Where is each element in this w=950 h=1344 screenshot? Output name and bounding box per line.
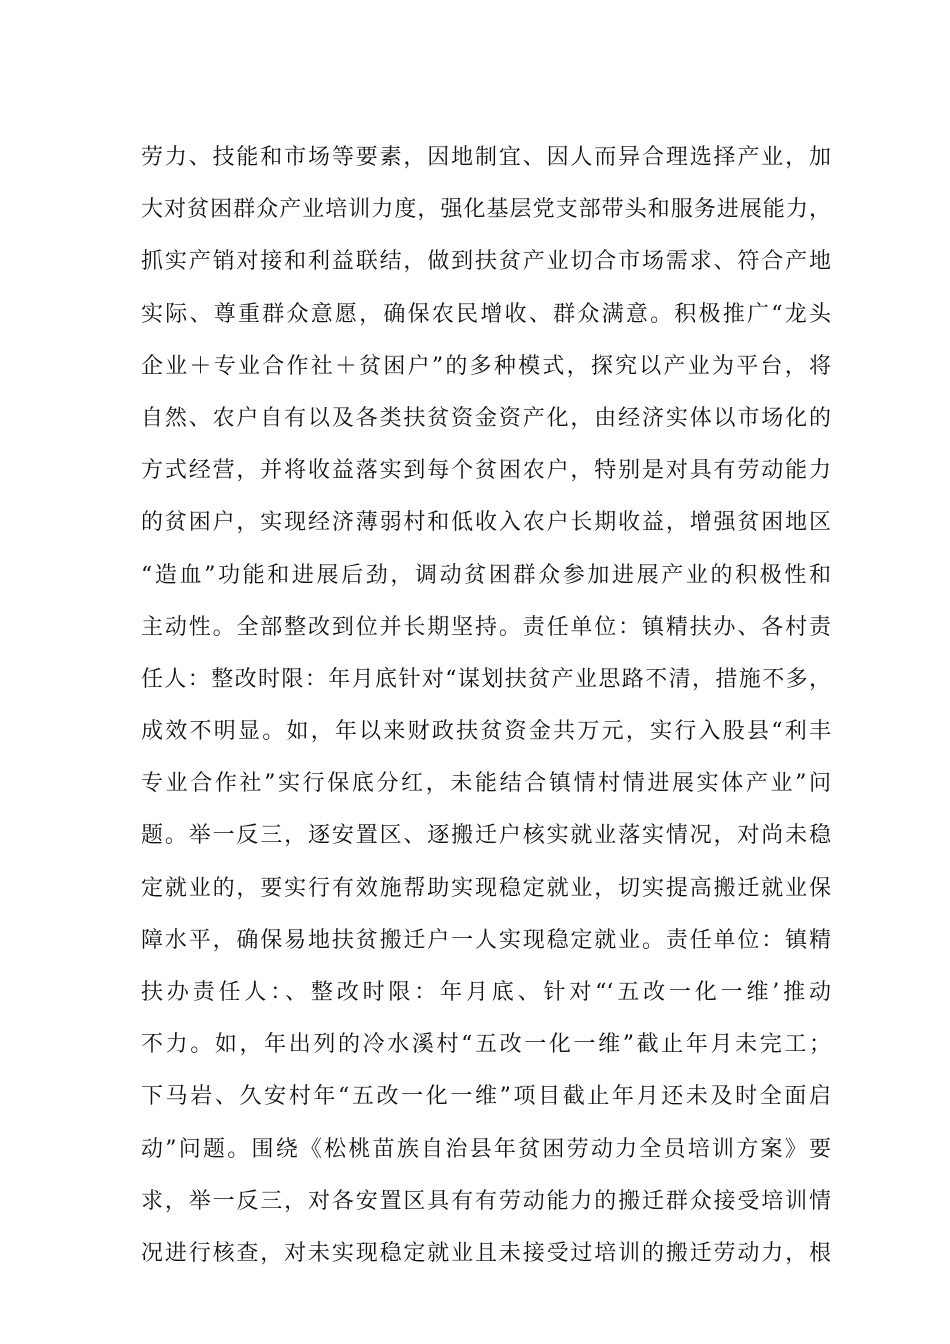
text-line: 的贫困户，实现经济薄弱村和低收入农户长期收益，增强贫困地区	[141, 510, 831, 536]
text-line: 扶办责任人：、整改时限：年月底、针对“‘五改一化一维’推动	[141, 980, 831, 1005]
text-line: 抓实产销对接和利益联结，做到扶贫产业切合市场需求、符合产地	[141, 249, 831, 275]
text-line: 方式经营，并将收益落实到每个贫困农户，特别是对具有劳动能力	[141, 458, 831, 484]
text-line: 实际、尊重群众意愿，确保农民增收、群众满意。积极推广“龙头	[141, 301, 831, 327]
text-line: 下马岩、久安村年“五改一化一维”项目截止年月还未及时全面启	[141, 1084, 831, 1110]
text-line: 题。举一反三，逐安置区、逐搬迁户核实就业落实情况，对尚未稳	[141, 823, 831, 849]
text-line: 主动性。全部整改到位并长期坚持。责任单位：镇精扶办、各村责	[141, 614, 831, 640]
text-line: 任人：整改时限：年月底针对“谋划扶贫产业思路不清，措施不多，	[141, 666, 831, 692]
text-line: 专业合作社”实行保底分红，未能结合镇情村情进展实体产业”问	[141, 771, 831, 797]
text-line: 求，举一反三，对各安置区具有有劳动能力的搬迁群众接受培训情	[141, 1188, 831, 1214]
text-line: 企业＋专业合作社＋贫困户”的多种模式，探究以产业为平台，将	[141, 353, 831, 379]
text-line: 成效不明显。如，年以来财政扶贫资金共万元，实行入股县“利丰	[141, 719, 831, 745]
text-line: 自然、农户自有以及各类扶贫资金资产化，由经济实体以市场化的	[141, 405, 831, 431]
text-line: 动”问题。围绕《松桃苗族自治县年贫困劳动力全员培训方案》要	[141, 1136, 831, 1162]
text-line: 况进行核查，对未实现稳定就业且未接受过培训的搬迁劳动力，根	[141, 1240, 831, 1266]
text-line: 不力。如，年出列的冷水溪村“五改一化一维”截止年月未完工；	[141, 1032, 831, 1058]
text-line: 大对贫困群众产业培训力度，强化基层党支部带头和服务进展能力，	[141, 197, 831, 223]
body-paragraph	[141, 132, 831, 1280]
text-line: 定就业的，要实行有效施帮助实现稳定就业，切实提高搬迁就业保	[141, 875, 831, 901]
text-line: 障水平，确保易地扶贫搬迁户一人实现稳定就业。责任单位：镇精	[141, 927, 831, 953]
text-line: “造血”功能和进展后劲，调动贫困群众参加进展产业的积极性和	[141, 562, 831, 588]
text-line: 劳力、技能和市场等要素，因地制宜、因人而异合理选择产业，加	[141, 145, 831, 170]
